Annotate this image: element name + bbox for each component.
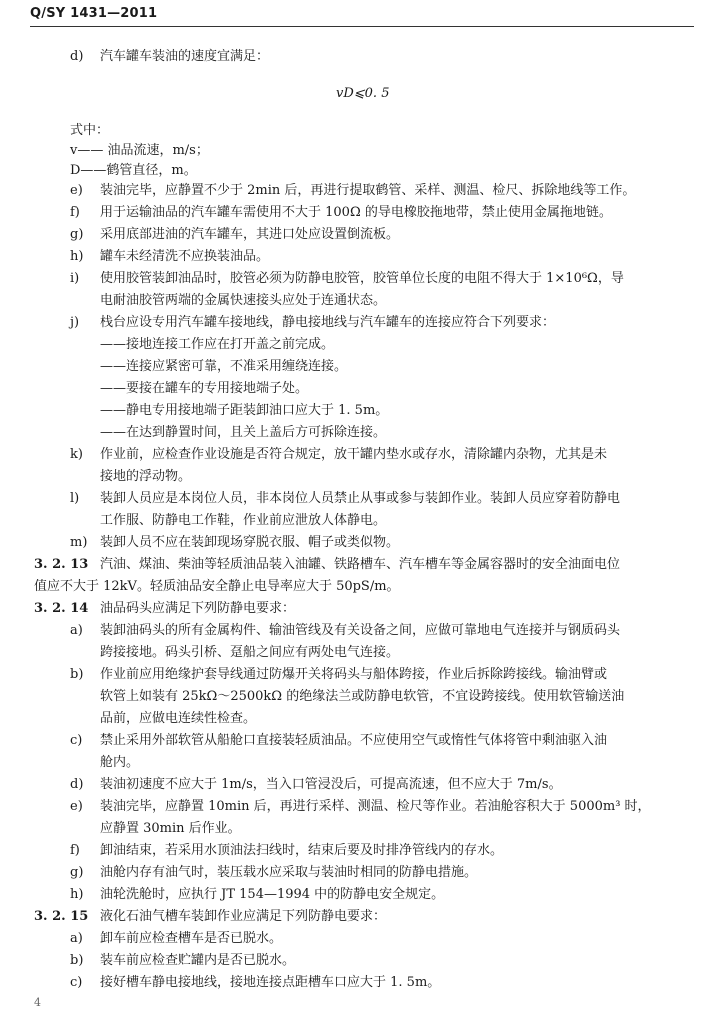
item-label: a): [70, 931, 83, 946]
dash-item: ——要接在罐车的专用接地端子处。: [100, 381, 309, 396]
item-label: h): [70, 887, 84, 902]
item-text: 装油完毕，应静置 10min 后，再进行采样、测温、检尺等作业。若油舱容积大于 5000m³ 时，: [100, 799, 651, 814]
item-text: 卸车前应检查槽车是否已脱水。: [100, 931, 283, 946]
item-text: 栈台应设专用汽车罐车接地线，静电接地线与汽车罐车的连接应符合下列要求：: [100, 315, 556, 330]
variable-definition-v: v—— 油品流速，m/s；: [70, 143, 209, 158]
item-text: 油舱内存有油气时，装压载水应采取与装油时相同的防静电措施。: [100, 865, 478, 880]
item-text: 罐车未经清洗不应换装油品。: [100, 249, 270, 264]
clause-text-continued: 值应不大于 12kV。轻质油品安全静止电导率应大于 50pS/m。: [34, 579, 400, 594]
clause-number: 3. 2. 15: [34, 909, 89, 924]
clause-text: 汽油、煤油、柴油等轻质油品装入油罐、铁路槽车、汽车槽车等金属容器时的安全油面电位: [100, 557, 621, 572]
item-label: l): [70, 491, 80, 506]
item-text-continued: 品前，应做电连续性检查。: [100, 711, 257, 726]
item-label: m): [70, 535, 88, 550]
clause-number: 3. 2. 13: [34, 557, 89, 572]
item-text-continued: 应静置 30min 后作业。: [100, 821, 241, 836]
item-text: 油轮洗舱时，应执行 JT 154—1994 中的防静电安全规定。: [100, 887, 445, 902]
where-label: 式中：: [70, 123, 110, 138]
item-text: 装车前应检查贮罐内是否已脱水。: [100, 953, 296, 968]
formula: vD⩽0. 5: [336, 86, 390, 101]
item-label: e): [70, 183, 83, 198]
item-text-continued: 舱内。: [100, 755, 140, 770]
item-text: 装卸油码头的所有金属构件、输油管线及有关设备之间，应做可靠地电气连接并与钢质码头: [100, 623, 621, 638]
item-label: c): [70, 733, 83, 748]
item-label: e): [70, 799, 83, 814]
standard-code-header: Q/SY 1431—2011: [30, 6, 158, 21]
dash-item: ——接地连接工作应在打开盖之前完成。: [100, 337, 335, 352]
item-label: f): [70, 205, 80, 220]
dash-item: ——静电专用接地端子距装卸油口应大于 1. 5m。: [100, 403, 389, 418]
item-label: b): [70, 953, 84, 968]
item-label: a): [70, 623, 83, 638]
dash-item: ——连接应紧密可靠，不准采用缠绕连接。: [100, 359, 348, 374]
item-label: f): [70, 843, 80, 858]
item-text: 禁止采用外部软管从船舱口直接装轻质油品。不应使用空气或惰性气体将管中剩油驱入油: [100, 733, 608, 748]
item-text: 装油初速度不应大于 1m/s，当入口管浸没后，可提高流速，但不应大于 7m/s。: [100, 777, 562, 792]
item-text: 作业前应用绝缘护套导线通过防爆开关将码头与船体跨接，作业后拆除跨接线。输油臂或: [100, 667, 608, 682]
item-text: 装油完毕，应静置不少于 2min 后，再进行提取鹤管、采样、测温、检尺、拆除地线等工作。: [100, 183, 636, 198]
page-number: 4: [34, 996, 41, 1009]
item-label: i): [70, 271, 80, 286]
item-label: g): [70, 227, 84, 242]
item-label: d): [70, 777, 84, 792]
item-label: j): [70, 315, 80, 330]
item-text: 卸油结束，若采用水顶油法扫线时，结束后要及时排净管线内的存水。: [100, 843, 504, 858]
item-text: 使用胶管装卸油品时，胶管必须为防静电胶管，胶管单位长度的电阻不得大于 1×10⁶Ω，导: [100, 271, 624, 286]
clause-title: 液化石油气槽车装卸作业应满足下列防静电要求：: [100, 909, 387, 924]
item-text: 作业前，应检查作业设施是否符合规定，放干罐内垫水或存水，清除罐内杂物，尤其是未: [100, 447, 608, 462]
variable-definition-D: D——鹤管直径，m。: [70, 163, 197, 178]
item-label: d): [70, 49, 84, 64]
item-text: 汽车罐车装油的速度宜满足：: [100, 49, 270, 64]
item-label: c): [70, 975, 83, 990]
item-text: 采用底部进油的汽车罐车，其进口处应设置倒流板。: [100, 227, 400, 242]
item-label: b): [70, 667, 84, 682]
item-text-continued: 接地的浮动物。: [100, 469, 192, 484]
item-text-continued: 软管上如装有 25kΩ～2500kΩ 的绝缘法兰或防静电软管，不宜设跨接线。使用软管输送油: [100, 689, 625, 704]
item-text: 装卸人员不应在装卸现场穿脱衣服、帽子或类似物。: [100, 535, 400, 550]
item-text: 接好槽车静电接地线，接地连接点距槽车口应大于 1. 5m。: [100, 975, 441, 990]
clause-number: 3. 2. 14: [34, 601, 89, 616]
item-label: k): [70, 447, 83, 462]
item-text: 装卸人员应是本岗位人员，非本岗位人员禁止从事或参与装卸作业。装卸人员应穿着防静电: [100, 491, 621, 506]
item-text-continued: 电耐油胶管两端的金属快速接头应处于连通状态。: [100, 293, 387, 308]
item-text: 用于运输油品的汽车罐车需使用不大于 100Ω 的导电橡胶拖地带，禁止使用金属拖地链。: [100, 205, 612, 220]
item-text-continued: 跨接接地。码头引桥、趸船之间应有两处电气连接。: [100, 645, 400, 660]
clause-title: 油品码头应满足下列防静电要求：: [100, 601, 296, 616]
item-label: h): [70, 249, 84, 264]
item-text-continued: 工作服、防静电工作鞋，作业前应泄放人体静电。: [100, 513, 387, 528]
dash-item: ——在达到静置时间，且关上盖后方可拆除连接。: [100, 425, 387, 440]
item-label: g): [70, 865, 84, 880]
header-rule: [30, 26, 694, 27]
